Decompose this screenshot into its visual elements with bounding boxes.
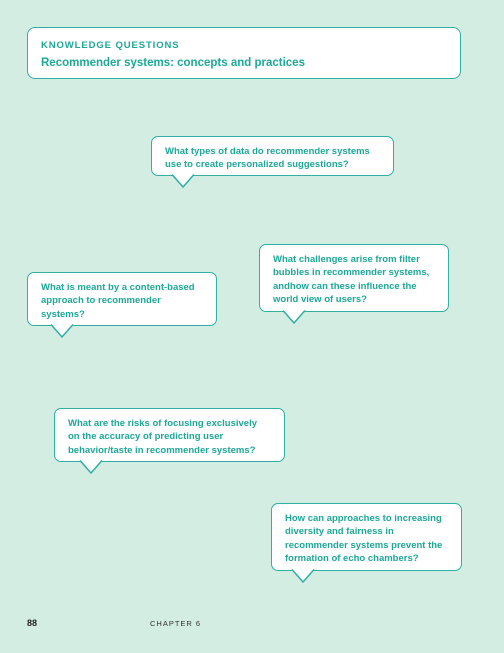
chapter-label: CHAPTER 6 [150, 619, 202, 628]
question-text: What types of data do recommender systems use to create personalized suggestions? [165, 146, 370, 171]
question-bubble-4 [54, 408, 285, 462]
header-box [27, 27, 461, 79]
section-kicker: KNOWLEDGE QUESTIONS [41, 40, 180, 51]
page-number: 88 [27, 618, 38, 628]
speech-tail-icon [292, 569, 314, 583]
speech-tail-icon [51, 324, 73, 338]
question-bubble-1 [151, 136, 394, 176]
question-text: What are the risks of focusing exclusively on the accuracy of predicting user behavior/taste in recommender systems? [68, 418, 258, 456]
question-bubble-5 [271, 503, 462, 571]
question-text: What challenges arise from filter bubbles in recommender systems, andhow can these influence the world view of users? [273, 254, 430, 305]
question-text: What is meant by a content-based approach to recommender systems? [41, 282, 195, 320]
speech-tail-icon [80, 460, 102, 474]
question-bubble-2 [259, 244, 449, 312]
question-bubble-3 [27, 272, 217, 326]
speech-tail-icon [172, 174, 194, 188]
page-title: Recommender systems: concepts and practices [41, 57, 305, 69]
question-text: How can approaches to increasing diversity and fairness in recommender systems prevent the formation of echo chambers? [285, 513, 443, 564]
speech-tail-icon [283, 310, 305, 324]
